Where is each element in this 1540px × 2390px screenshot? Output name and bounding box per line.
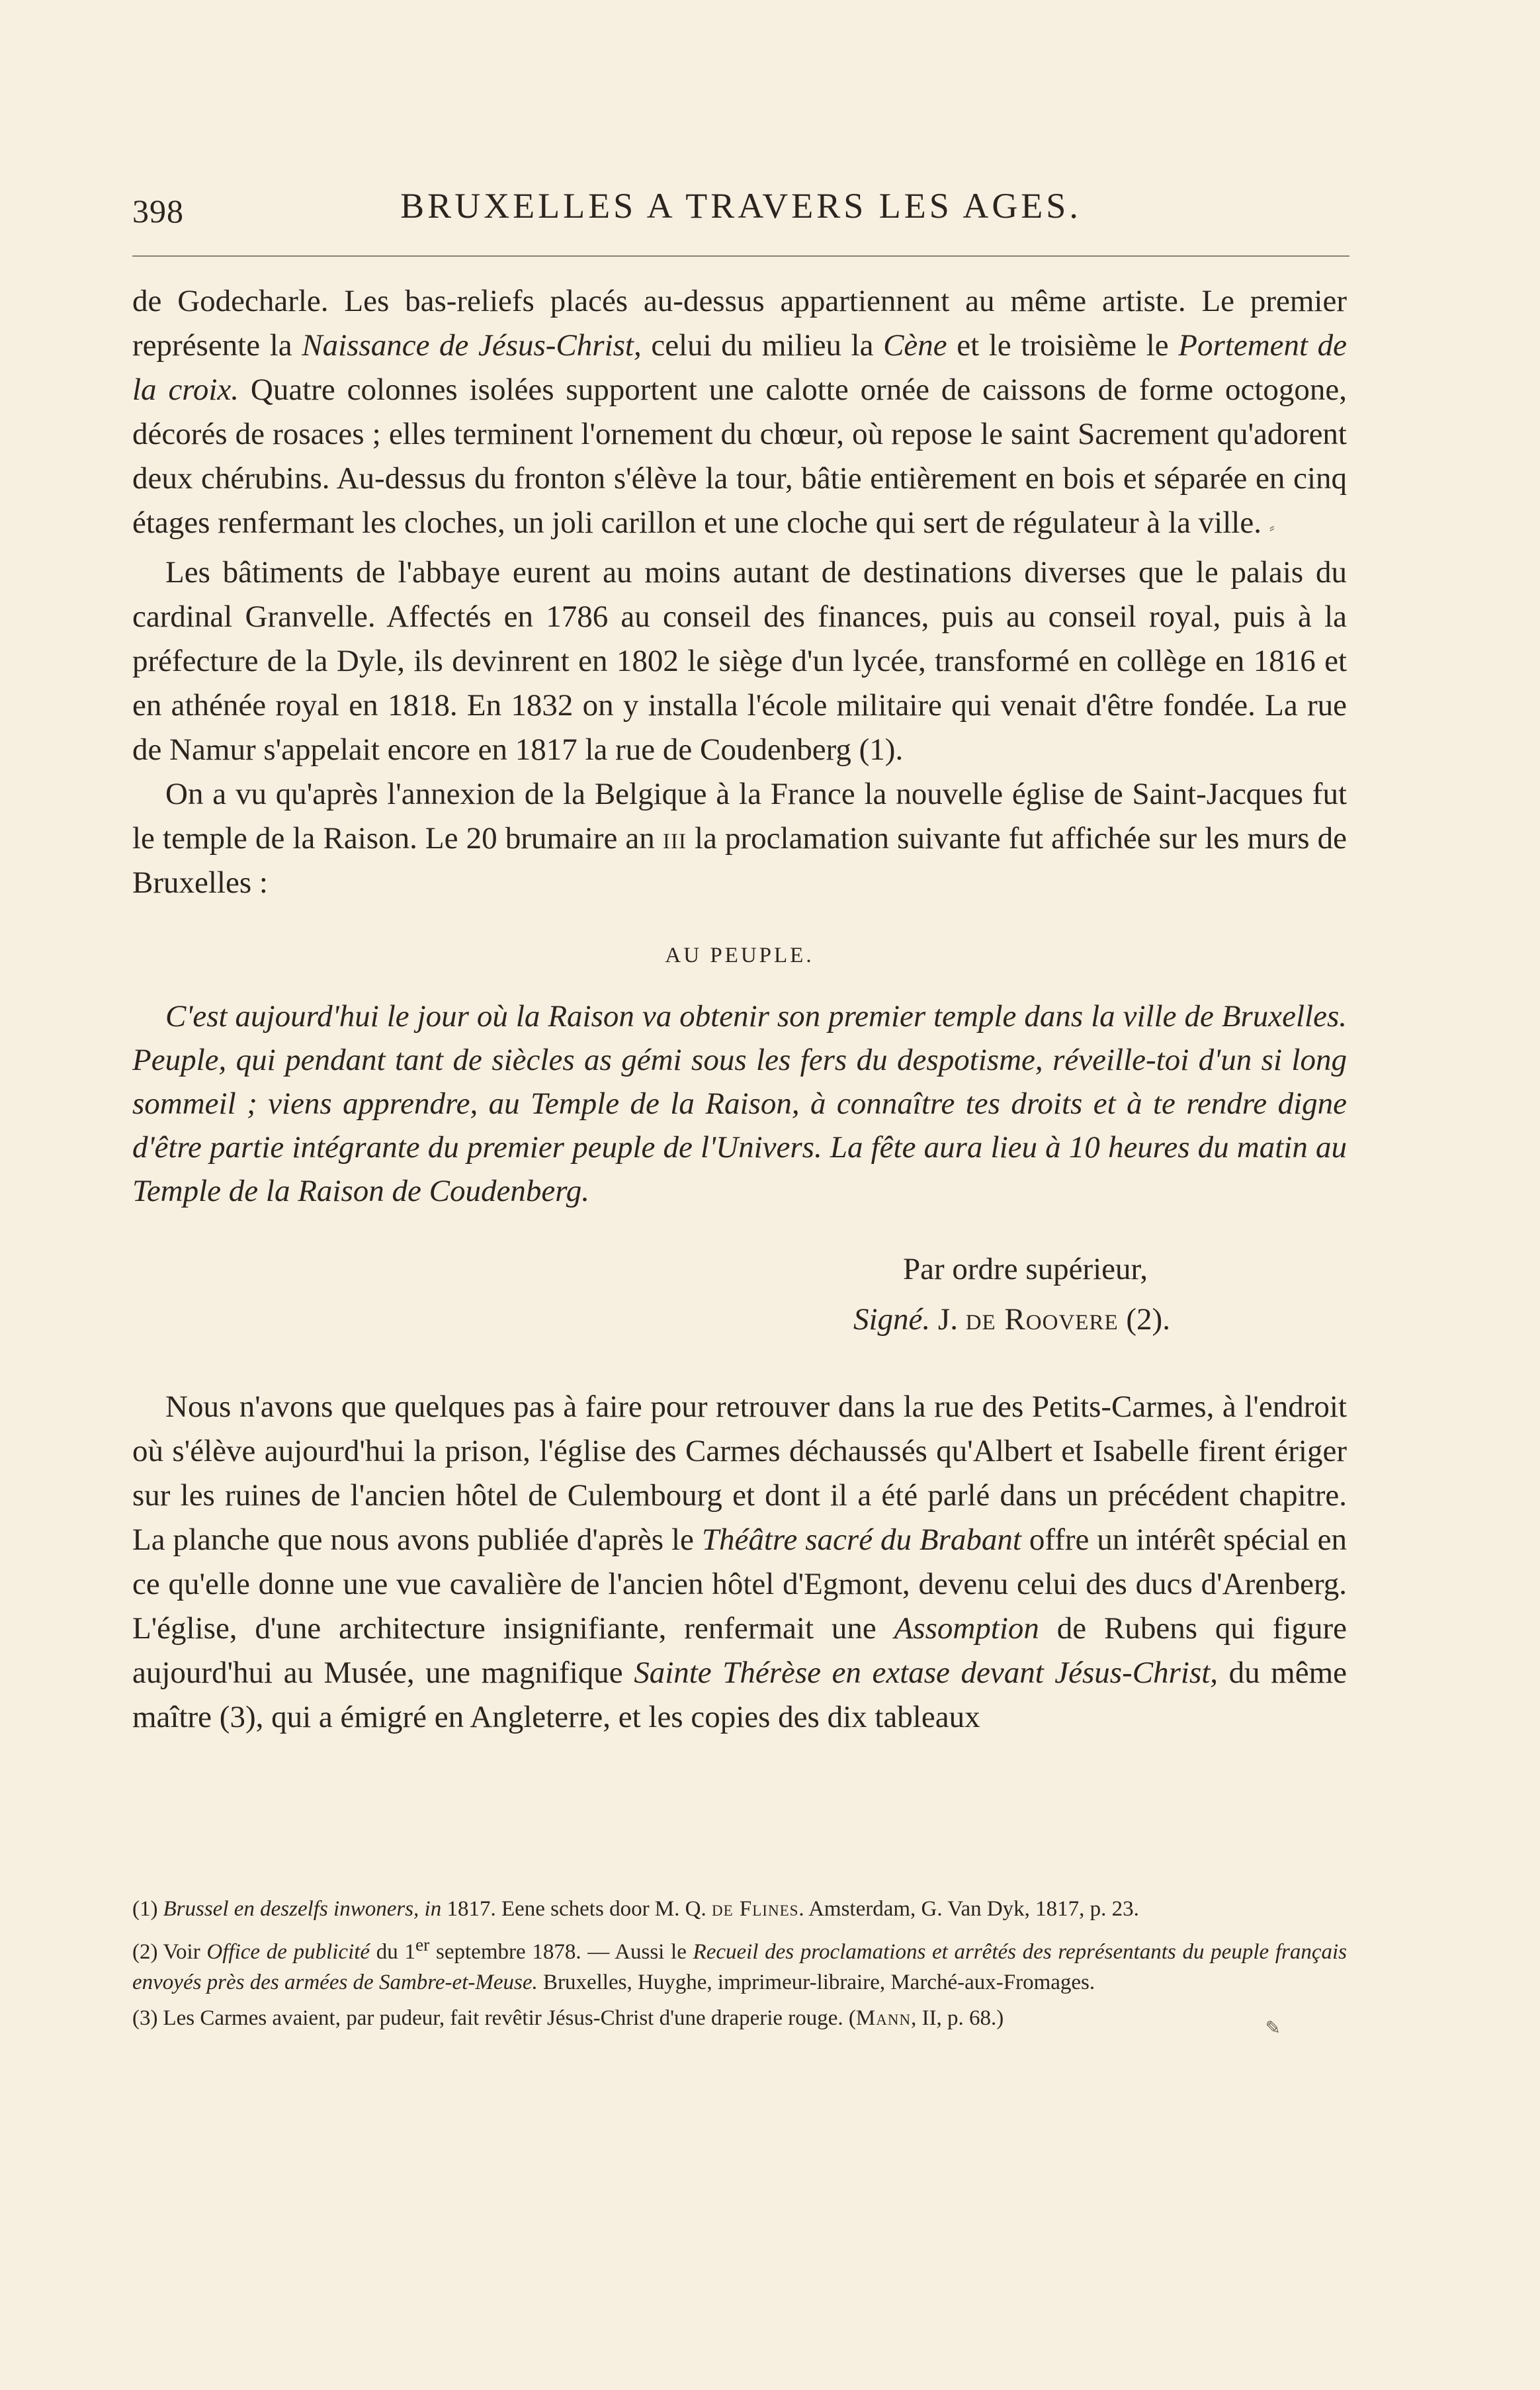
paragraph-1 (132, 279, 1347, 551)
proclamation-signature (132, 1298, 1347, 1341)
footnote-2 (132, 1929, 1347, 1998)
printer-mark-icon: ✎ (1265, 2018, 1281, 2039)
main-text (132, 279, 1347, 1740)
author-name: Mann (855, 2006, 912, 2030)
text-run: Quatre colonnes isolées supportent une calotte ornée de caissons de forme octogone, décorés de rosaces ; elles terminent l'ornement du chœur, où repose le saint Sacrement qu'adorent deux chérubins. Au-dessus du fronton s'élève la tour, bâtie entièrement en bois et séparée en cinq étages renfermant les cloches, un joli carillon et une cloche qui sert de régulateur à la ville. (132, 373, 1347, 540)
text-run: 1817. Eene schets door M. Q. (441, 1897, 712, 1921)
paragraph-4 (132, 1385, 1347, 1740)
footnote-3 (132, 2003, 1347, 2033)
footnote-1 (132, 1894, 1347, 1924)
text-run: du même maître (3), qui a émigré en Angleterre, et les copies des dix tableaux (132, 1656, 1348, 1734)
signatory-name: de Roovere (965, 1302, 1119, 1337)
author-name: de Flines (711, 1897, 799, 1921)
text-run: Les Carmes avaient, par pudeur, fait revêtir Jésus-Christ d'une draperie rouge. ( (163, 2006, 856, 2030)
text-run: On a vu qu'après l'annexion de la Belgique à la France la nouvelle église de Saint-Jacques fut le temple de la Raison. Le 20 brumaire an (132, 777, 1347, 856)
footnote-marker: (3) (132, 2006, 158, 2030)
text-run: J. (930, 1302, 966, 1337)
text-run: Voir (163, 1940, 207, 1964)
text-run: du 1 (370, 1940, 415, 1964)
footnote-marker: (1) (132, 1897, 158, 1921)
italic-title: Portement de la croix. (132, 328, 1348, 407)
proclamation-order: Par ordre supérieur, (903, 1252, 1148, 1286)
text-run: Bruxelles, Huyghe, imprimeur-libraire, Marché-aux-Fromages. (537, 1970, 1095, 1994)
running-title: BRUXELLES A TRAVERS LES AGES. (400, 186, 1082, 226)
text-run: celui du milieu la (641, 328, 884, 363)
superscript: er (415, 1934, 430, 1955)
text-run: (2). (1118, 1302, 1170, 1337)
italic-title: Recueil des proclamations et arrêtés des représentants du peuple français envoyés près des armées de Sambre-et-Meuse. (132, 1940, 1347, 1994)
running-head (132, 180, 1349, 240)
text-run: . Amsterdam, G. Van Dyk, 1817, p. 23. (798, 1897, 1139, 1921)
signed-label: Signé. (853, 1302, 931, 1337)
text-run: septembre 1878. — Aussi le (429, 1940, 693, 1964)
footnote-marker: (2) (132, 1940, 158, 1964)
italic-title: Sainte Thérèse en extase devant Jésus-Christ, (634, 1656, 1219, 1690)
paragraph-3 (132, 772, 1347, 905)
italic-title: Office de publicité (206, 1940, 370, 1964)
text-run: de Godecharle. Les bas-reliefs placés au-dessus appartiennent au même artiste. Le premier représente la (132, 284, 1347, 363)
header-rule (132, 255, 1349, 257)
footnotes (132, 1894, 1347, 2039)
page-number: 398 (132, 193, 184, 230)
italic-title: Naissance de Jésus-Christ, (302, 328, 642, 363)
text-run: la proclamation suivante fut affichée sur les murs de Bruxelles : (132, 821, 1347, 900)
proclamation-heading: AU PEUPLE. (665, 944, 814, 967)
text-run: de Rubens qui figure aujourd'hui au Musée, une magnifique (132, 1611, 1347, 1690)
text-run: Nous n'avons que quelques pas à faire pour retrouver dans la rue des Petits-Carmes, à l'endroit où s'élève aujourd'hui la prison, l'église des Carmes déchaussés qu'Albert et Isabelle firent ériger sur les ruines de l'ancien hôtel de Culembourg et dont il a été parlé dans un précédent chapitre. La planche que nous avons publiée d'après le (132, 1390, 1347, 1557)
italic-title: Assomption (894, 1611, 1039, 1646)
paragraph-2: Les bâtiments de l'abbaye eurent au moins autant de destinations diverses que le palais du cardinal Granvelle. Affectés en 1786 au conseil des finances, puis au conseil royal, puis à la préfecture de la Dyle, ils devinrent en 1802 le siège d'un lycée, transformé en collège en 1816 et en athénée royal en 1818. En 1832 on y installa l'école militaire qui venait d'être fondée. La rue de Namur s'appelait encore en 1817 la rue de Coudenberg (1). (132, 555, 1347, 767)
italic-title: Théâtre sacré du Brabant (701, 1523, 1021, 1557)
text-run: offre un intérêt spécial en ce qu'elle donne une vue cavalière de l'ancien hôtel d'Egmont, devenu celui des ducs d'Arenberg. L'église, d'une architecture insignifiante, renfermait une (132, 1523, 1348, 1646)
ink-mark-icon: ⸗ (1269, 519, 1275, 537)
text-run: et le troisième le (947, 328, 1179, 363)
text-run: , II, p. 68.) (911, 2006, 1004, 2030)
roman-numeral: iii (662, 821, 687, 856)
italic-title: Brussel en deszelfs inwoners, in (163, 1897, 442, 1921)
italic-title: Cène (883, 328, 947, 363)
proclamation-text: C'est aujourd'hui le jour où la Raison va obtenir son premier temple dans la ville de Bruxelles. Peuple, qui pendant tant de siècles as gémi sous les fers du despotisme, réveille-toi d'un si long sommeil ; viens apprendre, au Temple de la Raison, à connaître tes droits et à te rendre digne d'être partie intégrante du premier peuple de l'Univers. La fête aura lieu à 10 heures du matin au Temple de la Raison de Coudenberg. (132, 999, 1347, 1208)
